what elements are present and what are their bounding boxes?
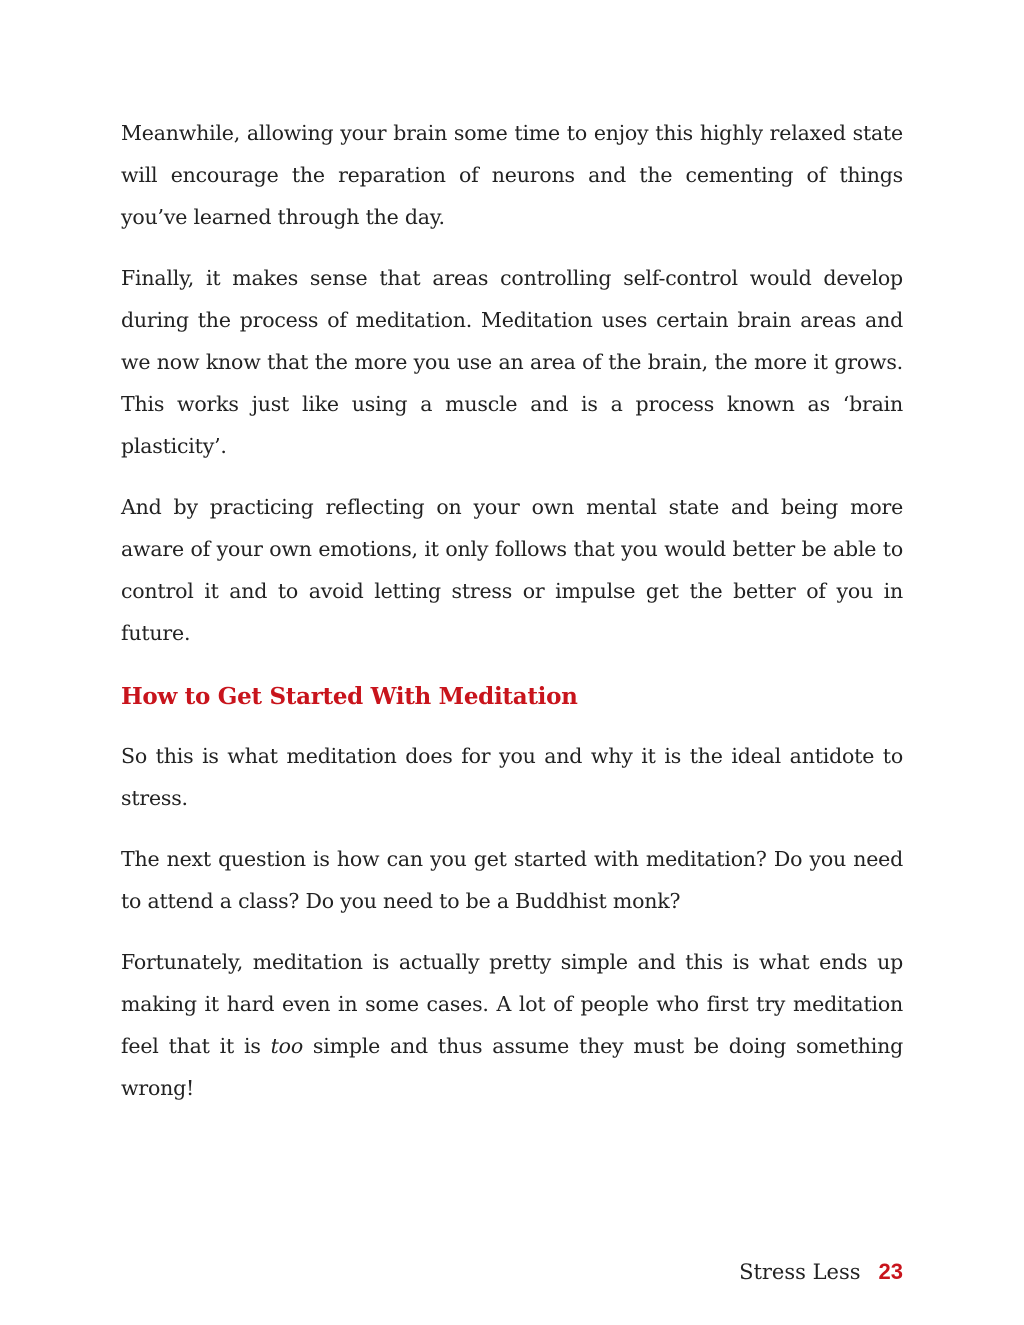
page-footer <box>739 1255 903 1289</box>
paragraph: Meanwhile, allowing your brain some time to enjoy this highly relaxed state will encourage the reparation of neurons and the cementing of things you’ve learned through the day. <box>121 121 903 229</box>
section-heading: How to Get Started With Meditation <box>121 683 578 710</box>
page-content <box>121 112 903 1128</box>
paragraph: And by practicing reflecting on your own mental state and being more aware of your own emotions, it only follows that you would better be able to control it and to avoid letting stress or impulse get the better of you in future. <box>121 495 903 645</box>
paragraph: The next question is how can you get started with meditation? Do you need to attend a class? Do you need to be a Buddhist monk? <box>121 847 903 913</box>
paragraph <box>121 941 903 1109</box>
emphasis-text: too <box>270 1034 303 1058</box>
paragraph: So this is what meditation does for you and why it is the ideal antidote to stress. <box>121 744 903 810</box>
page-number: 23 <box>878 1259 903 1284</box>
footer-book-title: Stress Less <box>739 1260 861 1284</box>
paragraph-text: simple and thus assume they must be doing something wrong! <box>121 1034 904 1100</box>
paragraph-text: Fortunately, meditation is actually pretty simple and this is what ends up making it hard even in some cases. A lot of people who first try meditation feel that it is <box>121 950 903 1058</box>
paragraph: Finally, it makes sense that areas controlling self-control would develop during the process of meditation. Meditation uses certain brain areas and we now know that the more you use an area of the brain, the more it grows. This works just like using a muscle and is a process known as ‘brain plasticity’. <box>121 266 903 458</box>
